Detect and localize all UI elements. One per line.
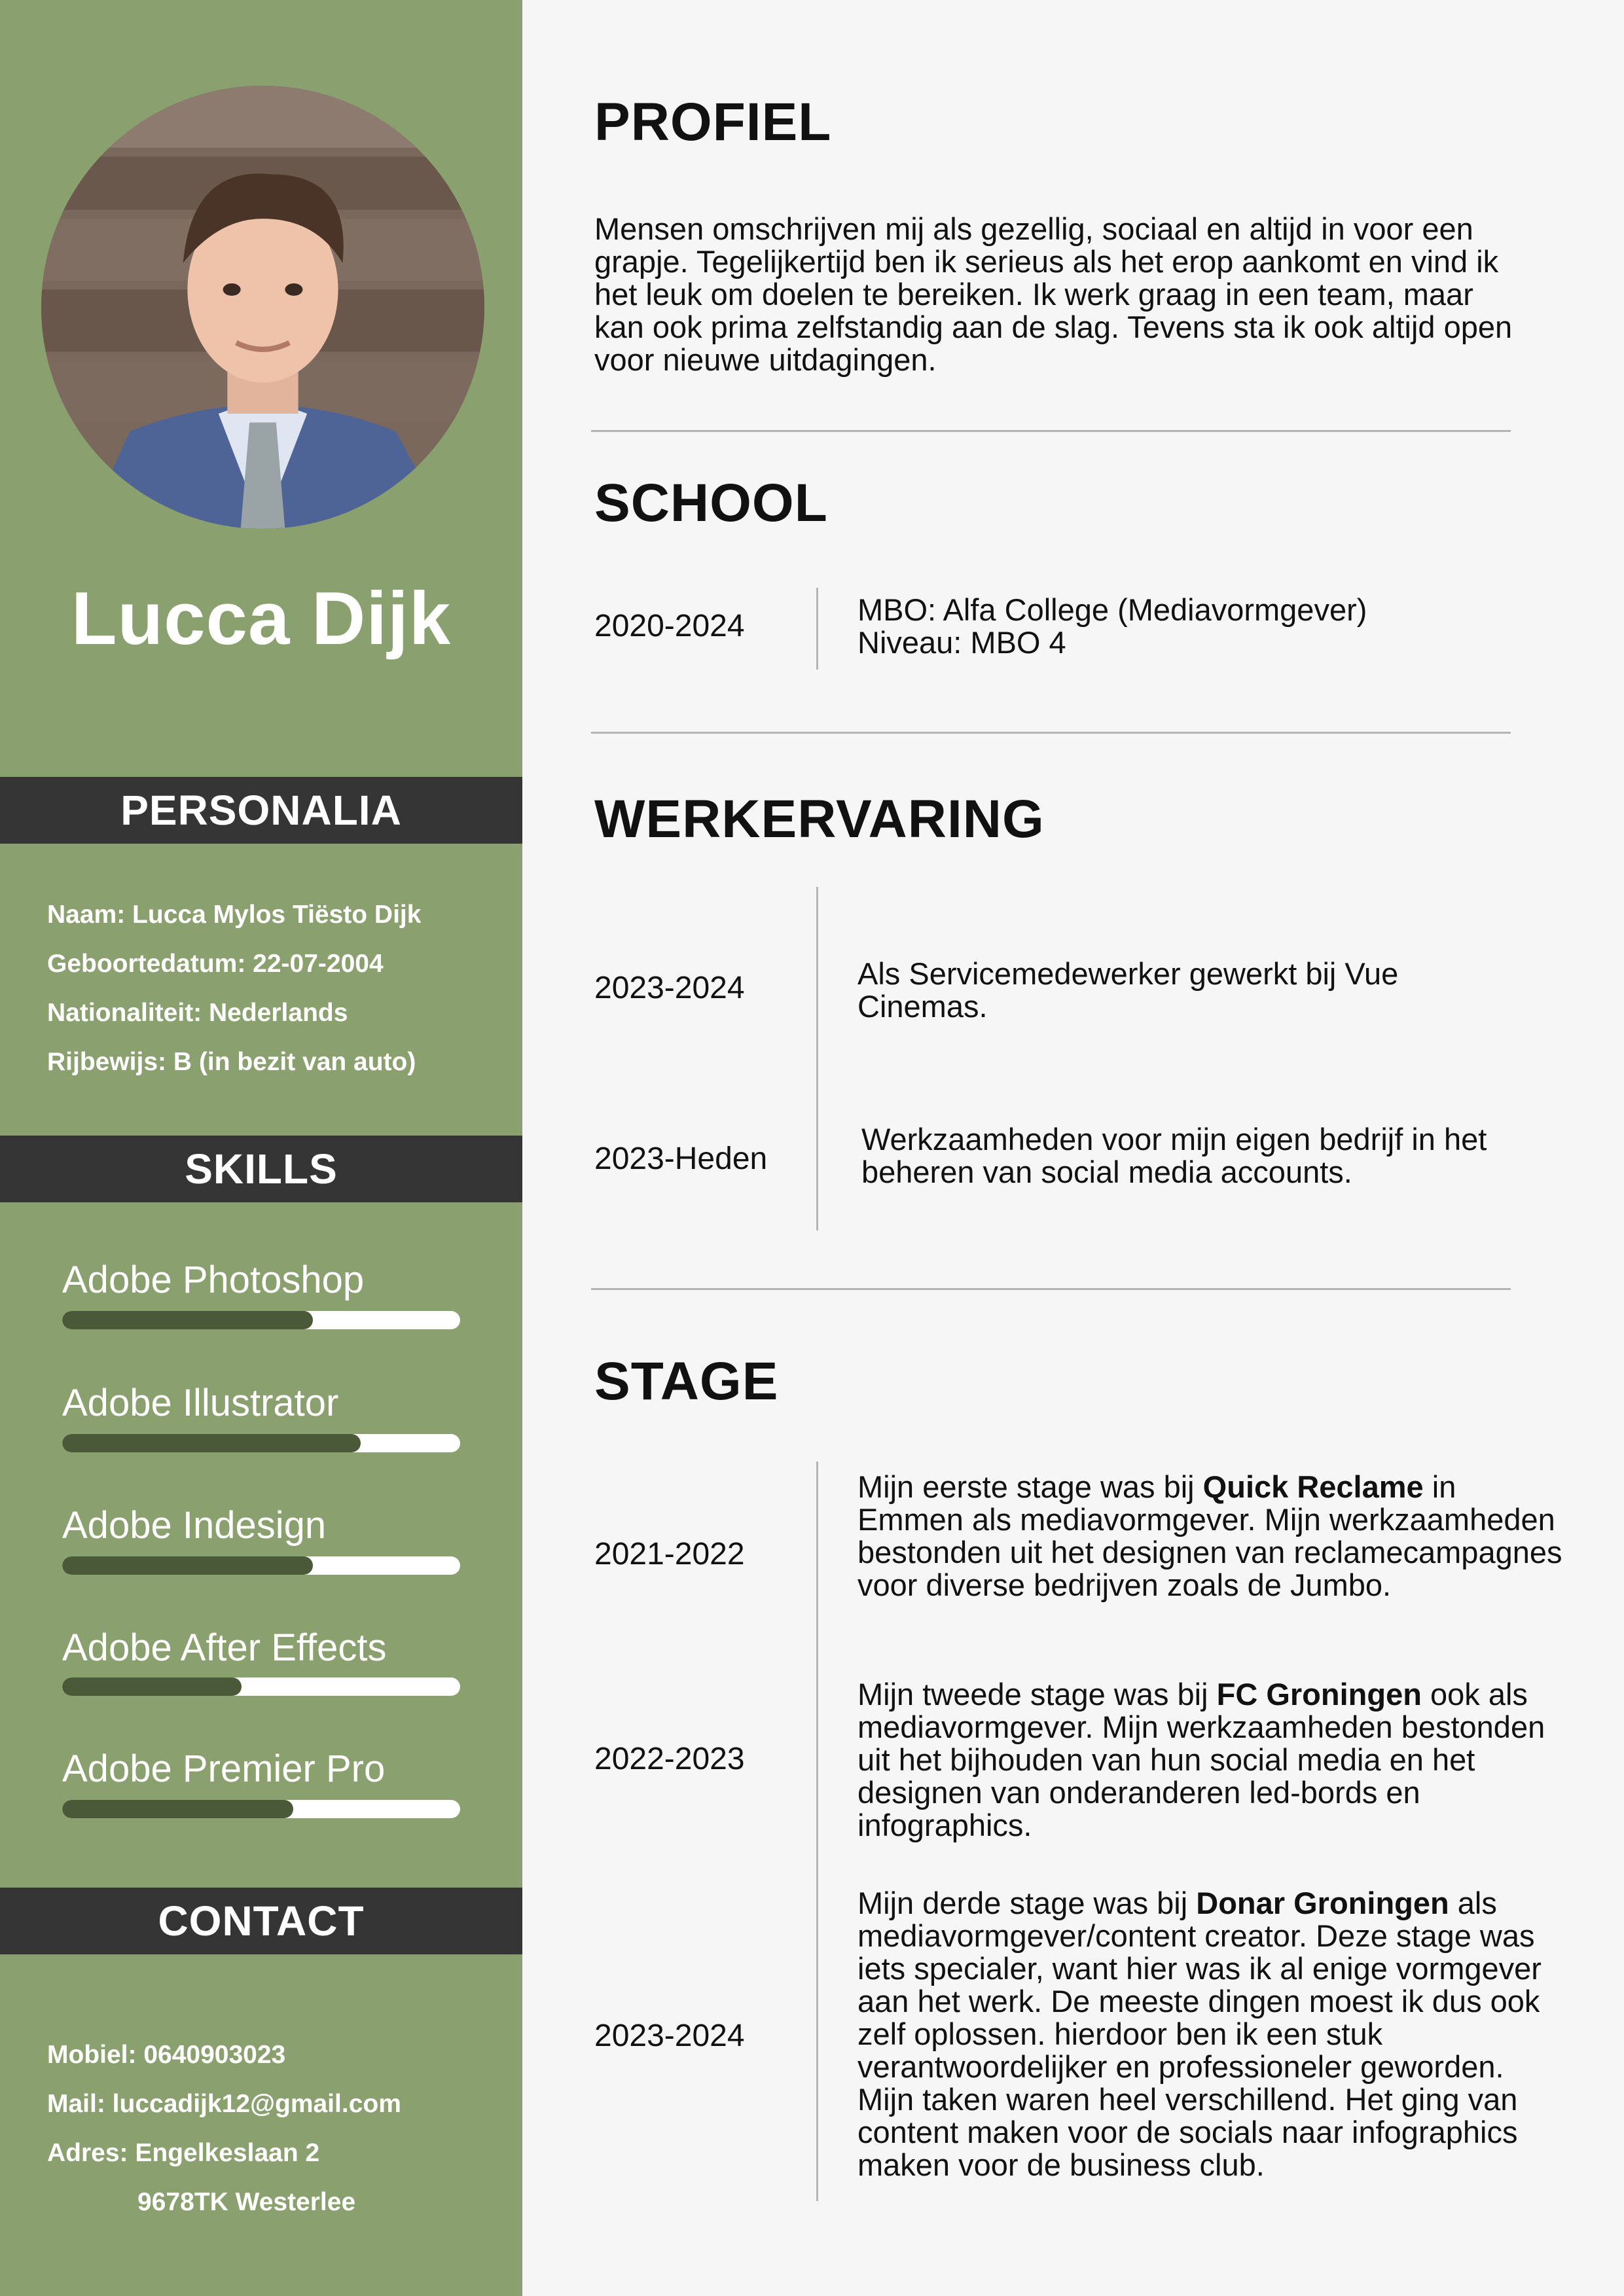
stage-text: Mijn tweede stage was bij (857, 1677, 1217, 1712)
stage-years-3: 2023-2024 (594, 2018, 745, 2053)
skill-label-photoshop: Adobe Photoshop (62, 1259, 365, 1301)
skill-fill (62, 1556, 313, 1575)
personalia-header: PERSONALIA (0, 777, 522, 844)
stage-title: STAGE (594, 1352, 779, 1411)
school-title: SCHOOL (594, 473, 828, 533)
stage-company: Quick Reclame (1202, 1469, 1424, 1504)
timeline-line (816, 1462, 818, 2201)
skill-fill (62, 1311, 313, 1329)
werkervaring-title: WERKERVARING (594, 789, 1045, 849)
stage-text: ook als mediavormgever. Mijn werkzaamheden bestonden uit het bijhouden van hun social media en het designen van onderanderen led-bords en infographics. (857, 1677, 1545, 1842)
stage-description-2 (857, 1678, 1564, 1842)
werk-description-1: Als Servicemedewerker gewerkt bij Vue Cinemas. (857, 956, 1399, 1024)
divider (591, 430, 1511, 432)
skill-label-indesign: Adobe Indesign (62, 1504, 327, 1547)
profiel-title: PROFIEL (594, 92, 832, 152)
personalia-nationality: Nationaliteit: Nederlands (47, 999, 348, 1027)
profile-photo (41, 86, 484, 529)
skill-fill (62, 1434, 361, 1452)
contact-phone: Mobiel: 0640903023 (47, 2041, 286, 2069)
skill-bar-illustrator (62, 1434, 460, 1452)
contact-header: CONTACT (0, 1888, 522, 1954)
school-line-1: MBO: Alfa College (Mediavormgever) (857, 592, 1367, 627)
timeline-line (816, 588, 818, 670)
stage-company: FC Groningen (1216, 1677, 1422, 1712)
stage-description-3 (857, 1887, 1564, 2181)
school-line-2: Niveau: MBO 4 (857, 625, 1066, 660)
school-description (857, 594, 1564, 659)
skill-bar-premierpro (62, 1800, 460, 1818)
school-years: 2020-2024 (594, 609, 745, 643)
stage-description-1 (857, 1471, 1564, 1602)
werk-years-1: 2023-2024 (594, 971, 745, 1005)
divider (591, 1288, 1511, 1290)
stage-company: Donar Groningen (1196, 1886, 1449, 1920)
personalia-license: Rijbewijs: B (in bezit van auto) (47, 1048, 416, 1076)
personalia-birthdate: Geboortedatum: 22-07-2004 (47, 950, 384, 978)
werk-years-2: 2023-Heden (594, 1141, 768, 1176)
personalia-name: Naam: Lucca Mylos Tiësto Dijk (47, 901, 422, 929)
skill-bar-indesign (62, 1556, 460, 1575)
profiel-text: Mensen omschrijven mij als gezellig, sociaal en altijd in voor een grapje. Tegelijkertijd ben ik serieus als het erop aankomt en vind ik het leuk om doelen te bereiken. Ik werk graag in een team, maar kan ook prima zelfstandig aan de slag. Tevens sta ik ook altijd open voor nieuwe uitdagingen. (594, 211, 1513, 377)
stage-years-2: 2022-2023 (594, 1742, 745, 1776)
stage-text: Mijn derde stage was bij (857, 1886, 1197, 1920)
contact-address: Adres: Engelkeslaan 2 (47, 2139, 320, 2167)
skill-label-premierpro: Adobe Premier Pro (62, 1748, 386, 1790)
skills-header: SKILLS (0, 1136, 522, 1202)
stage-text: Mijn eerste stage was bij (857, 1469, 1203, 1504)
stage-text: in Emmen als mediavormgever. Mijn werkzaamheden bestonden uit het designen van reclamecampagnes voor diverse bedrijven zoals de Jumbo. (857, 1469, 1562, 1602)
timeline-line (816, 887, 818, 1230)
stage-text: als mediavormgever/content creator. Deze stage was iets specialer, want hier was ik al enige vormgever aan het werk. De meeste dingen moest ik dus ook zelf oplossen. hierdoor ben ik een stuk verantwoordelijker en professioneler geworden. Mijn taken waren heel verschillend. Het ging van content maken voor de socials naar infographics maken voor de business club. (857, 1886, 1542, 2182)
contact-postcode: 9678TK Westerlee (137, 2188, 356, 2216)
skill-fill (62, 1800, 293, 1818)
werk-description-2: Werkzaamheden voor mijn eigen bedrijf in het beheren van social media accounts. (861, 1122, 1487, 1189)
skill-bar-photoshop (62, 1311, 460, 1329)
person-name: Lucca Dijk (71, 577, 452, 660)
skill-fill (62, 1677, 242, 1696)
skill-label-illustrator: Adobe Illustrator (62, 1382, 339, 1424)
divider (591, 732, 1511, 734)
stage-years-1: 2021-2022 (594, 1537, 745, 1571)
sidebar (0, 0, 522, 2296)
contact-email: Mail: luccadijk12@gmail.com (47, 2090, 401, 2118)
skill-bar-aftereffects (62, 1677, 460, 1696)
skill-label-aftereffects: Adobe After Effects (62, 1626, 387, 1669)
